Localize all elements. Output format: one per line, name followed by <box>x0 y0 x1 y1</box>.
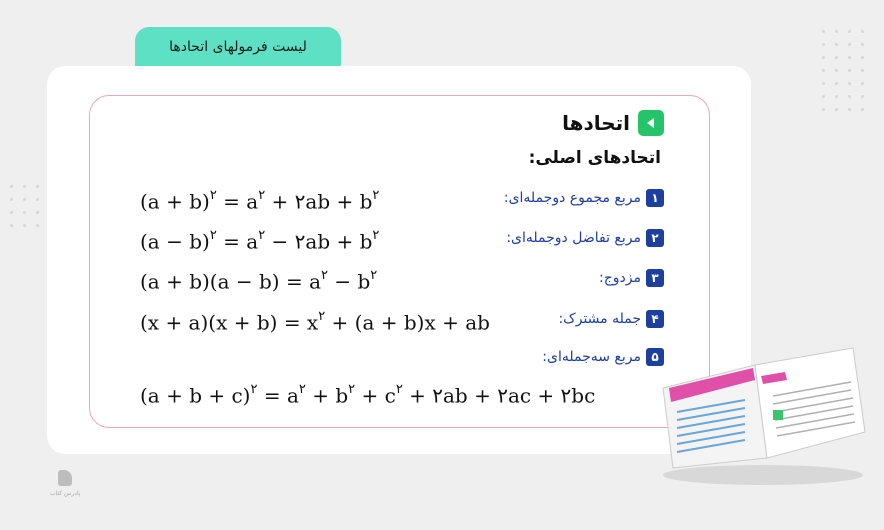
dot <box>835 43 838 46</box>
dot <box>848 56 851 59</box>
formula-exponent: ۲ <box>209 228 217 243</box>
dot <box>822 43 825 46</box>
formula-exponent: ۲ <box>250 382 258 397</box>
formula-exponent: ۲ <box>318 309 326 324</box>
identity-label-text: جمله مشترک: <box>558 311 641 327</box>
dot <box>861 82 864 85</box>
formula-term: + ۲ab + ۲ac + ۲bc <box>402 383 596 408</box>
formula-lhs: (a + b)(a − b) <box>140 269 280 294</box>
formula-list-tab[interactable] <box>135 27 341 67</box>
dot <box>835 56 838 59</box>
formula-lhs: (x + a)(x + b) <box>140 310 278 335</box>
dot <box>835 95 838 98</box>
dot <box>822 108 825 111</box>
formula-exponent: ۲ <box>258 228 266 243</box>
tab-label: لیست فرمولهای اتحادها <box>169 39 307 55</box>
identity-number-badge: ۴ <box>646 310 664 328</box>
dot <box>861 95 864 98</box>
dot <box>861 108 864 111</box>
dot <box>835 69 838 72</box>
identity-number-badge: ۱ <box>646 189 664 207</box>
brand-logo <box>50 470 80 497</box>
formula-exponent: ۲ <box>372 228 380 243</box>
logo-text: پادرس کتاب <box>50 490 81 497</box>
decorative-dots-right <box>822 30 864 111</box>
dot <box>822 30 825 33</box>
formula-term: = a <box>223 189 259 214</box>
dot <box>822 69 825 72</box>
formula-lhs: (a + b + c) <box>140 383 251 408</box>
formula-lhs: (a + b) <box>140 189 210 214</box>
identity-label <box>504 182 664 214</box>
identity-5-formula <box>140 376 595 412</box>
dot <box>822 56 825 59</box>
formula-exponent: ۲ <box>209 188 217 203</box>
identity-label-text: مربع مجموع دوجمله‌ای: <box>503 190 641 206</box>
section-title-row <box>562 108 664 138</box>
formula-term: + (a + b)x + ab <box>325 310 490 335</box>
formula-exponent: ۲ <box>370 268 378 283</box>
identity-label-text: مربع تفاضل دوجمله‌ای: <box>506 230 641 246</box>
dot <box>848 108 851 111</box>
identity-row-4 <box>0 303 884 335</box>
formula-term: − b <box>328 269 371 294</box>
dot <box>861 43 864 46</box>
identity-formula <box>140 303 490 339</box>
identity-row-1 <box>0 182 884 214</box>
formula-exponent: ۲ <box>348 382 356 397</box>
formula-term: + b <box>305 383 349 408</box>
formula-term: = a <box>263 383 299 408</box>
dot <box>861 30 864 33</box>
dot <box>848 30 851 33</box>
formula-exponent: ۲ <box>321 268 328 283</box>
section-subtitle: اتحادهای اصلی: <box>528 148 661 168</box>
formula-term: + ۲ab + b <box>265 189 373 214</box>
formula-exponent: ۲ <box>372 188 380 203</box>
dot <box>848 43 851 46</box>
logo-mark-icon <box>58 470 72 486</box>
formula-term: − ۲ab + b <box>265 229 373 254</box>
identity-label <box>558 303 664 335</box>
identity-number-badge: ۵ <box>646 348 664 366</box>
identity-label <box>599 262 664 294</box>
identity-number-badge: ۳ <box>646 269 664 287</box>
identity-number-badge: ۲ <box>646 229 664 247</box>
identity-label-text: مزدوج: <box>599 270 641 286</box>
play-arrow-icon <box>638 110 664 136</box>
identity-row-3 <box>0 262 884 294</box>
formula-term: = x <box>283 310 319 335</box>
dot <box>835 30 838 33</box>
formula-term: = a <box>223 229 259 254</box>
dot <box>848 82 851 85</box>
dot <box>848 69 851 72</box>
identity-formula <box>140 222 379 258</box>
identity-label <box>506 222 664 254</box>
formula-exponent: ۲ <box>258 188 266 203</box>
identity-label <box>542 341 664 373</box>
formula-lhs: (a − b) <box>140 229 210 254</box>
dot <box>822 95 825 98</box>
dot <box>861 69 864 72</box>
dot <box>835 82 838 85</box>
formula-exponent: ۲ <box>395 382 403 397</box>
formula-term: = a <box>285 269 322 294</box>
identity-label-text: مربع سه‌جمله‌ای: <box>542 349 641 365</box>
dot <box>848 95 851 98</box>
identity-formula <box>140 182 379 218</box>
formula-term: + c <box>355 383 396 408</box>
dot <box>822 82 825 85</box>
book-illustration <box>655 340 870 494</box>
identity-row-2 <box>0 222 884 254</box>
section-title: اتحادها <box>562 111 630 135</box>
dot <box>861 56 864 59</box>
formula-exponent: ۲ <box>298 382 306 397</box>
identity-formula <box>140 262 377 298</box>
dot <box>835 108 838 111</box>
